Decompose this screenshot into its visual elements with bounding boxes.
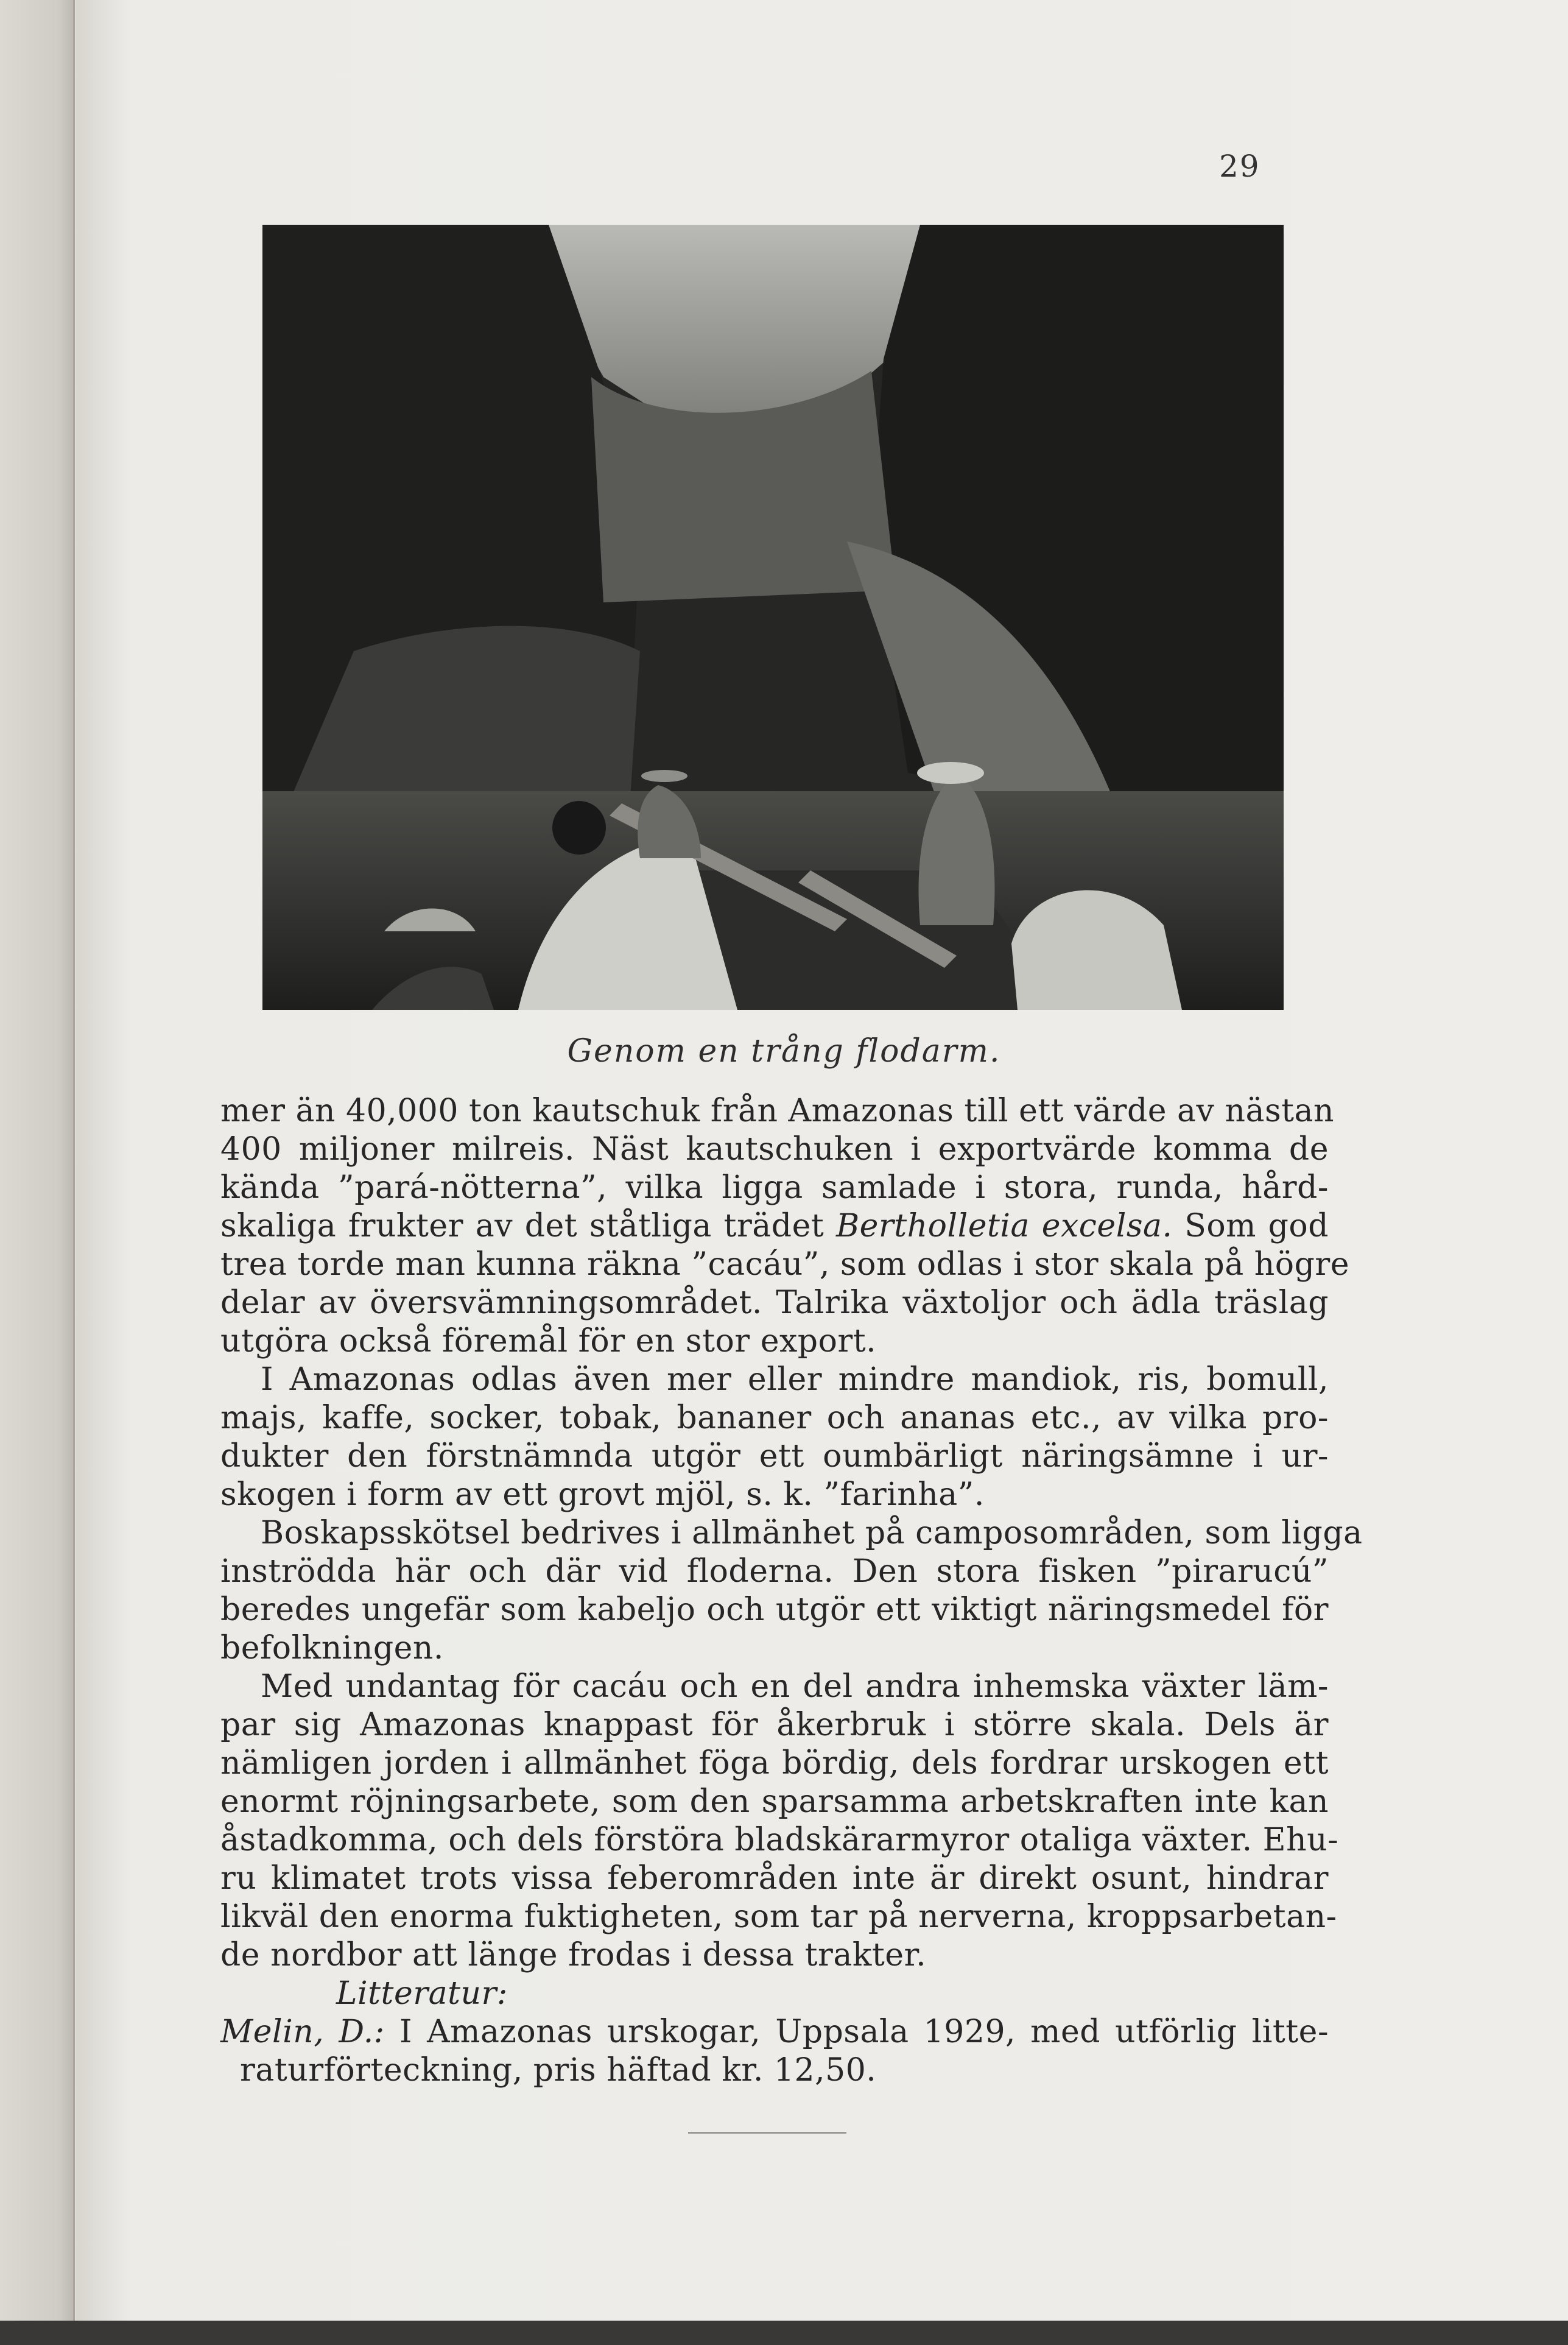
text-fragment: skaliga frukter av det ståtliga trädet (220, 1208, 824, 1244)
text-line: de nordbor att länge frodas i dessa trakter. (220, 1937, 927, 1973)
previous-page-edge (0, 0, 75, 2321)
text-line: nämligen jorden i allmänhet föga bördig, dels fordrar urskogen ett (220, 1745, 1329, 1782)
text-line: Med undantag för cacáu och en del andra inhemska växter läm- (261, 1668, 1329, 1705)
text-line: 400 miljoner milreis. Näst kautschuken i exportvärde komma de (220, 1131, 1329, 1168)
text-line: kända ”pará-nötterna”, vilka ligga samlade i stora, runda, hård- (220, 1169, 1329, 1206)
text-line: majs, kaffe, socker, tobak, bananer och ananas etc., av vilka pro- (220, 1400, 1329, 1436)
text-line: dukter den förstnämnda utgör ett oumbärligt näringsämne i ur- (220, 1438, 1329, 1475)
text-line: utgöra också föremål för en stor export. (220, 1323, 877, 1359)
literature-heading: Litteratur: (336, 1975, 508, 2012)
text-line: I Amazonas odlas även mer eller mindre mandiok, ris, bomull, (261, 1361, 1329, 1398)
end-rule (688, 2132, 846, 2134)
text-line: skogen i form av ett grovt mjöl, s. k. ”farinha”. (220, 1476, 985, 1513)
literature-entry (220, 2013, 1329, 2051)
text-line: trea torde man kunna räkna ”cacáu”, som odlas i stor skala på högre (220, 1246, 1350, 1283)
text-line: befolkningen. (220, 1630, 444, 1666)
literature-title: I Amazonas urskogar, Uppsala 1929, med utförlig litte- (399, 2014, 1329, 2050)
species-name: Bertholletia excelsa. (835, 1208, 1173, 1244)
text-line: åstadkomma, och dels förstöra bladskärarmyror otaliga växter. Ehu- (220, 1822, 1339, 1858)
text-line: delar av översvämningsområdet. Talrika växtoljor och ädla träslag (220, 1285, 1329, 1321)
page-number: 29 (1219, 149, 1260, 184)
scan-background (0, 2321, 1568, 2345)
literature-author: Melin, D.: (220, 2014, 385, 2050)
text-line: mer än 40,000 ton kautschuk från Amazonas till ett värde av nästan (220, 1093, 1335, 1129)
text-line: Boskapsskötsel bedrives i allmänhet på camposområden, som ligga (261, 1515, 1363, 1551)
literature-entry-continued: raturförteckning, pris häftad kr. 12,50. (240, 2052, 877, 2089)
text-line: likväl den enorma fuktigheten, som tar på nerverna, kroppsarbetan- (220, 1899, 1337, 1935)
text-line: enormt röjningsarbete, som den sparsamma arbetskraften inte kan (220, 1783, 1329, 1820)
text-line: beredes ungefär som kabeljo och utgör ett viktigt näringsmedel för (220, 1592, 1329, 1628)
body-text (220, 1092, 1363, 2090)
figure-caption: Genom en trång flodarm. (567, 1033, 1001, 1070)
text-line: par sig Amazonas knappast för åkerbruk i större skala. Dels är (220, 1707, 1329, 1743)
text-line (220, 1207, 1329, 1246)
river-photograph (262, 225, 1284, 1010)
text-line: inströdda här och där vid floderna. Den stora fisken ”pirarucú” (220, 1553, 1329, 1590)
text-line: ru klimatet trots vissa feberområden inte är direkt osunt, hindrar (220, 1860, 1329, 1897)
text-fragment: Som god (1184, 1208, 1329, 1244)
